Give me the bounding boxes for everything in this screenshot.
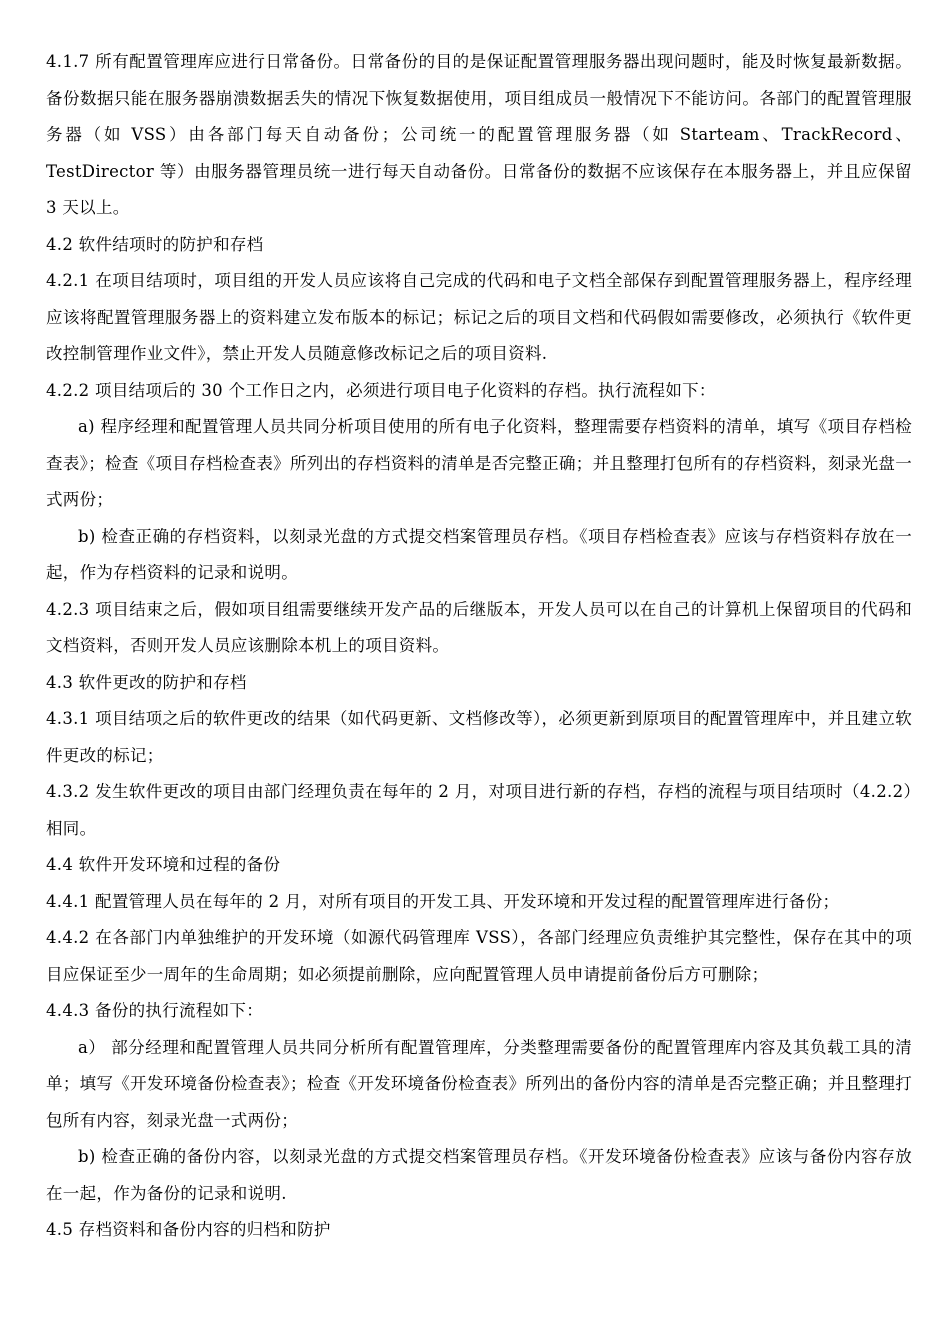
section-heading-4-2: 4.2 软件结项时的防护和存档: [46, 234, 264, 254]
paragraph-4-4-2: 4.4.2 在各部门内单独维护的开发环境（如源代码管理库 VSS），各部门经理应负责维护其完整性，保存在其中的项目应保证至少一周年的生命周期；如必须提前删除，应向配置管理人员申请提前备份后方可删除；: [46, 928, 912, 984]
paragraph-4-3-1: 4.3.1 项目结项之后的软件更改的结果（如代码更新、文档修改等），必须更新到原项目的配置管理库中，并且建立软件更改的标记；: [46, 709, 912, 765]
section-heading-4-5: 4.5 存档资料和备份内容的归档和防护: [46, 1220, 331, 1239]
list-item-4-4-3-b: b) 检查正确的备份内容，以刻录光盘的方式提交档案管理员存档。《开发环境备份检查表》应该与备份内容存放在一起，作为备份的记录和说明.: [46, 1147, 912, 1203]
paragraph-4-4-3: 4.4.3 备份的执行流程如下：: [46, 1001, 264, 1020]
paragraph-4-2-2: 4.2.2 项目结项后的 30 个工作日之内，必须进行项目电子化资料的存档。执行流程如下：: [46, 380, 716, 400]
section-heading-4-3: 4.3 软件更改的防护和存档: [46, 672, 247, 692]
document-body: [46, 44, 912, 1249]
paragraph-4-3-2: 4.3.2 发生软件更改的项目由部门经理负责在每年的 2 月，对项目进行新的存档，存档的流程与项目结项时（4.2.2）相同。: [46, 782, 912, 838]
list-item-4-2-2-a: a) 程序经理和配置管理人员共同分析项目使用的所有电子化资料，整理需要存档资料的清单，填写《项目存档检查表》；检查《项目存档检查表》所列出的存档资料的清单是否完整正确；并且整理打包所有的存档资料，刻录光盘一式两份；: [46, 417, 912, 509]
list-item-4-4-3-a: a） 部分经理和配置管理人员共同分析所有配置管理库，分类整理需要备份的配置管理库内容及其负载工具的清单；填写《开发环境备份检查表》；检查《开发环境备份检查表》所列出的备份内容的清单是否完整正确；并且整理打包所有内容，刻录光盘一式两份；: [46, 1037, 912, 1130]
paragraph-4-2-1: 4.2.1 在项目结项时，项目组的开发人员应该将自己完成的代码和电子文档全部保存到配置管理服务器上，程序经理应该将配置管理服务器上的资料建立发布版本的标记；标记之后的项目文档和代码假如需要修改，必须执行《软件更改控制管理作业文件》，禁止开发人员随意修改标记之后的项目资料.: [46, 271, 912, 363]
list-item-4-2-2-b: b) 检查正确的存档资料，以刻录光盘的方式提交档案管理员存档。《项目存档检查表》应该与存档资料存放在一起，作为存档资料的记录和说明。: [46, 526, 912, 582]
paragraph-4-1-7: 4.1.7 所有配置管理库应进行日常备份。日常备份的目的是保证配置管理服务器出现问题时，能及时恢复最新数据。备份数据只能在服务器崩溃数据丢失的情况下恢复数据使用，项目组成员一般情况下不能访问。各部门的配置管理服务器（如 VSS）由各部门每天自动备份；公司统一的配置管理服务器（如 Starteam、TrackRecord、TestDirector 等）由服务器管理员统一进行每天自动备份。日常备份的数据不应该保存在本服务器上，并且应保留 3 天以上。: [46, 52, 912, 217]
paragraph-4-2-3: 4.2.3 项目结束之后，假如项目组需要继续开发产品的后继版本，开发人员可以在自己的计算机上保留项目的代码和文档资料，否则开发人员应该删除本机上的项目资料。: [46, 599, 912, 655]
section-heading-4-4: 4.4 软件开发环境和过程的备份: [46, 855, 281, 874]
paragraph-4-4-1: 4.4.1 配置管理人员在每年的 2 月，对所有项目的开发工具、开发环境和开发过程的配置管理库进行备份；: [46, 891, 840, 911]
